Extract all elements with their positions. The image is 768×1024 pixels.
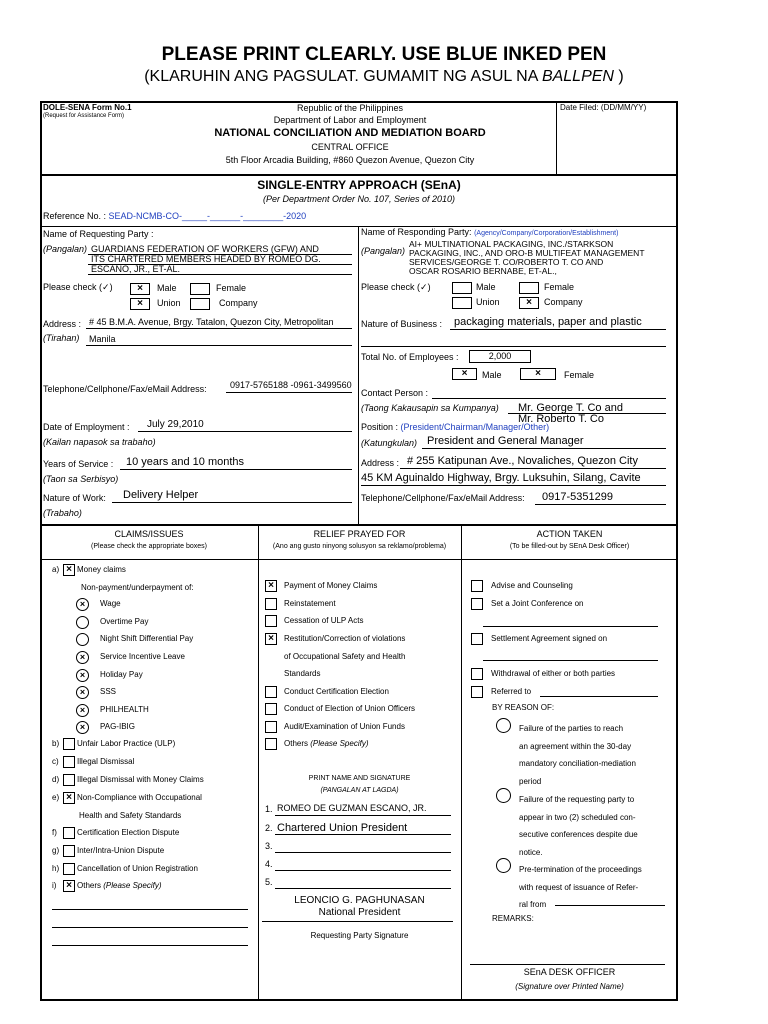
contact-value2[interactable]: Mr. Roberto T. Co: [518, 413, 604, 425]
responding-phone-value[interactable]: 0917-5351299: [542, 491, 613, 503]
emp-female-checkbox[interactable]: ×: [520, 368, 556, 380]
requesting-address-label: Address :: [43, 319, 82, 329]
form-number: DOLE-SENA Form No.1: [43, 103, 132, 112]
claim-a-prefix: a): [52, 565, 60, 574]
reason1-line: an agreement within the 30-day: [519, 741, 632, 751]
underline: [88, 254, 352, 255]
office-address: 5th Floor Arcadia Building, #860 Quezon Avenue, Quezon City: [225, 155, 475, 165]
responding-name-line: SERVICES/GEORGE T. CO/ROBERTO T. CO AND: [409, 257, 604, 267]
years-label: Years of Service :: [43, 459, 114, 469]
signer-name[interactable]: Chartered Union President: [277, 822, 408, 834]
underline: [540, 696, 658, 697]
joint-label: Set a Joint Conference on: [491, 599, 584, 608]
reason2-text: [519, 791, 638, 861]
responding-male-label: Male: [476, 282, 496, 292]
claim-item-label: SSS: [100, 687, 117, 696]
underline: [450, 329, 666, 330]
relief-label-text: Reinstatement: [284, 599, 336, 608]
relief-label: [284, 616, 363, 625]
underline: [483, 660, 658, 661]
department-label: Department of Labor and Employment: [273, 115, 427, 125]
claim-label: [79, 811, 181, 820]
sena-title: SINGLE-ENTRY APPROACH (SEnA): [257, 178, 461, 192]
claim-prefix: g): [52, 846, 60, 855]
signer-number: 2.: [265, 823, 273, 833]
requesting-address-value2[interactable]: Manila: [89, 334, 116, 344]
employment-value[interactable]: July 29,2010: [147, 419, 204, 430]
underline: [275, 852, 451, 853]
claim-item-radio[interactable]: ×: [76, 721, 89, 734]
claim-checkbox[interactable]: ×: [63, 792, 75, 804]
responding-label-blue: (Agency/Company/Corporation/Establishment): [474, 230, 619, 237]
section-header-bottom: [40, 559, 678, 560]
requesting-label: Name of Requesting Party :: [43, 229, 154, 239]
underline: [275, 834, 451, 835]
claim-item-radio[interactable]: ×: [76, 669, 89, 682]
requesting-company-checkbox[interactable]: [190, 298, 210, 310]
reason1-line: mandatory conciliation-mediation: [519, 759, 636, 768]
claim-label-text: Others: [77, 881, 104, 890]
employment-tl: (Kailan napasok sa trabaho): [43, 437, 156, 447]
requesting-male-checkbox[interactable]: ×: [130, 283, 150, 295]
employment-label: Date of Employment :: [43, 422, 130, 432]
position-label-text: Position :: [361, 422, 401, 432]
requesting-phone-value[interactable]: 0917-5765188 -0961-3499560: [230, 380, 352, 390]
underline: [86, 328, 352, 329]
contact-tl: (Taong Kakausapin sa Kumpanya): [361, 403, 499, 413]
reason3-line: Pre-termination of the proceedings: [519, 865, 642, 874]
underline: [88, 274, 352, 275]
employees-label: Total No. of Employees :: [361, 352, 459, 362]
page-subtitle: [0, 68, 768, 86]
claim-label-text: Illegal Dismissal with Money Claims: [77, 775, 204, 784]
underline: [535, 504, 666, 505]
requesting-address-value[interactable]: # 45 B.M.A. Avenue, Brgy. Tatalon, Quezon City, Metropolitan: [89, 317, 334, 327]
claim-label-text: Health and Safety Standards: [79, 811, 182, 820]
money-claims-label: Money claims: [77, 565, 126, 574]
requesting-union-label: Union: [157, 298, 181, 308]
claim-item-radio[interactable]: ×: [76, 686, 89, 699]
claim-item-label: Overtime Pay: [100, 617, 149, 626]
responding-company-label: Company: [544, 297, 583, 307]
contact-label: Contact Person :: [361, 388, 429, 398]
officer-sub: (Signature over Printed Name): [515, 982, 624, 991]
reason3-line: ral from: [519, 900, 547, 909]
claim-prefix: c): [52, 757, 59, 766]
claim-item-radio[interactable]: ×: [76, 651, 89, 664]
claim-item-label: Wage: [100, 599, 121, 608]
responding-male-checkbox[interactable]: [452, 282, 472, 294]
signer-number: 1.: [265, 804, 273, 814]
underline: [138, 431, 352, 432]
reason3-line: with request of issuance of Refer-: [519, 882, 639, 892]
relief-checkbox[interactable]: [265, 686, 277, 698]
requesting-female-checkbox[interactable]: [190, 283, 210, 295]
underline: [555, 905, 665, 906]
underline: [52, 945, 248, 946]
claim-item-label: Night Shift Differential Pay: [100, 634, 194, 643]
signature-caption: Requesting Party Signature: [310, 931, 409, 940]
requesting-company-label: Company: [219, 298, 258, 308]
responding-address-value1[interactable]: # 255 Katipunan Ave., Novaliches, Quezon City: [407, 455, 638, 467]
claim-prefix: d): [52, 775, 60, 784]
signer-number: 5.: [265, 877, 273, 887]
claim-specify: (Please Specify): [103, 881, 162, 890]
claim-item-label: Holiday Pay: [100, 670, 143, 679]
claim-checkbox[interactable]: ×: [63, 880, 75, 892]
position-tl: (Katungkulan): [361, 438, 418, 448]
claim-item-label: PHILHEALTH: [100, 705, 149, 714]
claim-item-radio[interactable]: [76, 633, 89, 646]
reference-label: Reference No. :: [43, 211, 109, 221]
claim-checkbox[interactable]: [63, 845, 75, 857]
reason1-line: period: [519, 776, 542, 786]
officer-label: SEnA DESK OFFICER: [523, 967, 616, 977]
claims-sub: (Please check the appropriate boxes): [91, 543, 207, 550]
officer-signature-line: [470, 964, 665, 965]
claim-label: [77, 793, 202, 802]
claim-checkbox[interactable]: [63, 738, 75, 750]
employees-value[interactable]: 2,000: [469, 350, 531, 363]
claim-checkbox[interactable]: [63, 774, 75, 786]
relief-label: [284, 739, 368, 748]
claim-label: [77, 757, 134, 766]
relief-sub: (Ano ang gusto ninyong solusyon sa reklamo/problema): [272, 543, 447, 550]
signatory-title: National President: [318, 907, 401, 918]
underline: [361, 346, 666, 347]
action-sub: (To be filled-out by SEnA Desk Officer): [509, 543, 630, 550]
underline: [120, 469, 352, 470]
position-label: [361, 422, 549, 432]
advise-label: Advise and Counseling: [491, 581, 573, 590]
requesting-name-line: GUARDIANS FEDERATION OF WORKERS (GFW) AND: [91, 244, 319, 254]
requesting-female-label: Female: [216, 283, 247, 293]
underline: [88, 264, 352, 265]
subtitle-main: (KLARUHIN ANG PAGSULAT. GUMAMIT NG ASUL NA: [144, 68, 542, 85]
requesting-name[interactable]: [91, 244, 321, 274]
claim-item-radio[interactable]: ×: [76, 704, 89, 717]
position-label-blue: (President/Chairman/Manager/Other): [400, 422, 550, 432]
relief-label: [284, 599, 336, 608]
sena-order: (Per Department Order No. 107, Series of 2010): [262, 194, 456, 204]
claim-label: [77, 846, 164, 855]
relief-label-text: Audit/Examination of Union Funds: [284, 722, 405, 731]
requesting-phone-label: Telephone/Cellphone/Fax/eMail Address:: [43, 384, 207, 394]
responding-label: [361, 227, 618, 237]
claims-header: CLAIMS/ISSUES: [114, 529, 184, 539]
date-divider: [556, 101, 557, 174]
responding-union-label: Union: [476, 297, 500, 307]
underline: [112, 502, 352, 503]
reason2-line: Failure of the requesting party to: [519, 795, 635, 804]
claim-label-text: Certification Election Dispute: [77, 828, 180, 837]
responding-address-label: Address :: [361, 458, 400, 468]
business-label: Nature of Business :: [361, 319, 443, 329]
responding-check-label: Please check (✓): [361, 282, 431, 292]
party-bottom: [40, 524, 678, 526]
claim-checkbox[interactable]: [63, 863, 75, 875]
relief-label: [284, 722, 405, 731]
page-title: PLEASE PRINT CLEARLY. USE BLUE INKED PEN: [161, 44, 607, 65]
underline: [432, 398, 666, 399]
responding-phone-label: Telephone/Cellphone/Fax/eMail Address:: [361, 493, 525, 503]
requesting-tirahan: (Tirahan): [43, 333, 80, 343]
claim-label: [77, 739, 175, 748]
claim-label-text: Illegal Dismissal: [77, 757, 135, 766]
responding-union-checkbox[interactable]: [452, 297, 472, 309]
signatory-name: LEONCIO G. PAGHUNASAN: [294, 895, 425, 906]
requesting-pangalan: (Pangalan): [43, 244, 88, 254]
responding-name[interactable]: [409, 240, 645, 276]
reason1-line: Failure of the parties to reach: [519, 724, 624, 733]
relief-label-text: Conduct Certification Election: [284, 687, 389, 696]
office-label: CENTRAL OFFICE: [311, 142, 389, 152]
claim-item-label: Service Incentive Leave: [100, 652, 185, 661]
relief-checkbox[interactable]: [265, 598, 277, 610]
years-value[interactable]: 10 years and 10 months: [126, 456, 245, 468]
years-tl: (Taon sa Serbisyo): [43, 474, 119, 484]
claim-label-text: Non-Compliance with Occupational: [77, 793, 202, 802]
subtitle-end: ): [613, 68, 624, 85]
work-label: Nature of Work:: [43, 493, 106, 503]
reason1-text: [519, 720, 636, 790]
relief-label: [284, 634, 405, 643]
signer-number: 3.: [265, 841, 273, 851]
withdrawal-checkbox[interactable]: [471, 668, 483, 680]
board-name: NATIONAL CONCILIATION AND MEDIATION BOARD: [214, 127, 486, 139]
claim-item-radio[interactable]: [76, 616, 89, 629]
responding-pangalan: (Pangalan): [361, 246, 406, 256]
signer-number: 4.: [265, 859, 273, 869]
relief-label-text: Standards: [284, 669, 321, 678]
claims-divider: [258, 524, 259, 1001]
underline: [422, 448, 666, 449]
relief-label-text: Conduct of Election of Union Officers: [284, 704, 416, 713]
responding-label-text: Name of Responding Party:: [361, 227, 475, 237]
relief-divider: [461, 524, 462, 1001]
emp-male-label: Male: [482, 370, 502, 380]
claim-item-label: PAG-IBIG: [100, 722, 135, 731]
responding-address-value2[interactable]: 45 KM Aguinaldo Highway, Brgy. Luksuhin, Silang, Cavite: [361, 472, 641, 484]
requesting-male-label: Male: [157, 283, 177, 293]
claim-label: [77, 864, 198, 873]
relief-label-text: of Occupational Safety and Health: [284, 652, 406, 661]
emp-male-checkbox[interactable]: ×: [452, 368, 477, 380]
action-header: ACTION TAKEN: [536, 529, 603, 539]
responding-name-line: PACKAGING, INC., AND ORO-B MULTIFEAT MANAGEMENT: [409, 248, 645, 258]
position-value[interactable]: President and General Manager: [427, 435, 584, 447]
referred-label: Referred to: [491, 687, 532, 696]
business-value[interactable]: packaging materials, paper and plastic: [454, 316, 642, 328]
underline: [400, 468, 666, 469]
requesting-check-label: Please check (✓): [43, 282, 113, 292]
subtitle-italic: BALLPEN: [541, 68, 614, 85]
claim-label: [77, 881, 161, 890]
signer-name[interactable]: ROMEO DE GUZMAN ESCANO, JR.: [277, 803, 427, 813]
claim-label-text: Cancellation of Union Registration: [77, 864, 198, 873]
reason2-radio[interactable]: [496, 788, 511, 803]
relief-label-text: Cessation of ULP Acts: [284, 616, 364, 625]
republic-label: Republic of the Philippines: [296, 103, 404, 113]
date-filed-label: Date Filed: (DD/MM/YY): [560, 103, 647, 112]
claim-checkbox[interactable]: [63, 756, 75, 768]
reason3-radio[interactable]: [496, 858, 511, 873]
requesting-name-line: ESCANO, JR., ET-AL.: [91, 264, 181, 274]
settlement-checkbox[interactable]: [471, 633, 483, 645]
claim-label: [77, 775, 204, 784]
claim-prefix: i): [52, 881, 57, 890]
underline: [483, 626, 658, 627]
reason1-radio[interactable]: [496, 718, 511, 733]
reason2-line: secutive conferences despite due: [519, 830, 638, 839]
requesting-union-checkbox[interactable]: ×: [130, 298, 150, 310]
underline: [275, 870, 451, 871]
underline: [52, 927, 248, 928]
underline: [275, 888, 451, 889]
relief-checkbox[interactable]: [265, 615, 277, 627]
relief-checkbox[interactable]: [265, 721, 277, 733]
claim-item-radio[interactable]: ×: [76, 598, 89, 611]
money-claims-checkbox[interactable]: ×: [63, 564, 75, 576]
underline: [86, 345, 352, 346]
top-box-bottom: [40, 174, 678, 176]
claim-checkbox[interactable]: [63, 827, 75, 839]
responding-name-line: OSCAR ROSARIO BERNABE, ET-AL.,: [409, 266, 557, 276]
work-value[interactable]: Delivery Helper: [123, 489, 199, 501]
referred-checkbox[interactable]: [471, 686, 483, 698]
relief-label: [284, 581, 377, 590]
joint-checkbox[interactable]: [471, 598, 483, 610]
relief-specify: (Please Specify): [310, 739, 369, 748]
claim-label-text: Inter/Intra-Union Dispute: [77, 846, 165, 855]
by-reason-label: BY REASON OF:: [492, 703, 555, 712]
relief-checkbox[interactable]: ×: [265, 580, 277, 592]
withdrawal-label: Withdrawal of either or both parties: [491, 669, 616, 678]
relief-checkbox[interactable]: ×: [265, 633, 277, 645]
underline: [52, 909, 248, 910]
signature-line: [262, 921, 453, 922]
responding-name-line: AI+ MULTINATIONAL PACKAGING, INC./STARKSON: [409, 239, 614, 249]
claim-prefix: b): [52, 739, 60, 748]
form-description: (Request for Assistance Form): [43, 113, 125, 119]
underline: [275, 815, 451, 816]
party-divider: [358, 226, 359, 524]
reference-value[interactable]: SEAD-NCMB-CO-_____-______-________-2020: [108, 211, 307, 221]
reference-number: [43, 211, 306, 221]
pangalan-lagda: (PANGALAN AT LAGDA): [320, 787, 399, 794]
relief-label: [284, 652, 405, 661]
contact-value1[interactable]: Mr. George T. Co and: [518, 402, 623, 414]
relief-header: RELIEF PRAYED FOR: [313, 529, 406, 539]
relief-checkbox[interactable]: [265, 703, 277, 715]
responding-female-checkbox[interactable]: [519, 282, 539, 294]
responding-female-label: Female: [544, 282, 575, 292]
relief-label: [284, 669, 320, 678]
relief-label-text: Restitution/Correction of violations: [284, 634, 406, 643]
reason2-line: notice.: [519, 847, 543, 857]
relief-checkbox[interactable]: [265, 738, 277, 750]
work-tl: (Trabaho): [43, 508, 82, 518]
advise-checkbox[interactable]: [471, 580, 483, 592]
print-name-label: PRINT NAME AND SIGNATURE: [308, 775, 411, 782]
relief-label: [284, 687, 389, 696]
remarks-label: REMARKS:: [492, 914, 534, 923]
claim-label: [77, 828, 179, 837]
claim-prefix: e): [52, 793, 60, 802]
claim-label-text: Unfair Labor Practice (ULP): [77, 739, 176, 748]
relief-label-text: Others: [284, 739, 311, 748]
responding-company-checkbox[interactable]: ×: [519, 297, 539, 309]
nonpay-label: Non-payment/underpayment of:: [81, 583, 194, 592]
relief-label: [284, 704, 415, 713]
underline: [226, 392, 352, 393]
claim-prefix: h): [52, 864, 60, 873]
underline: [361, 485, 666, 486]
claim-prefix: f): [52, 828, 57, 837]
relief-label-text: Payment of Money Claims: [284, 581, 378, 590]
requesting-name-line: ITS CHARTERED MEMBERS HEADED BY ROMEO DG.: [91, 254, 321, 264]
settlement-label: Settlement Agreement signed on: [491, 634, 608, 643]
reason2-line: appear in two (2) scheduled con-: [519, 812, 636, 822]
emp-female-label: Female: [564, 370, 595, 380]
